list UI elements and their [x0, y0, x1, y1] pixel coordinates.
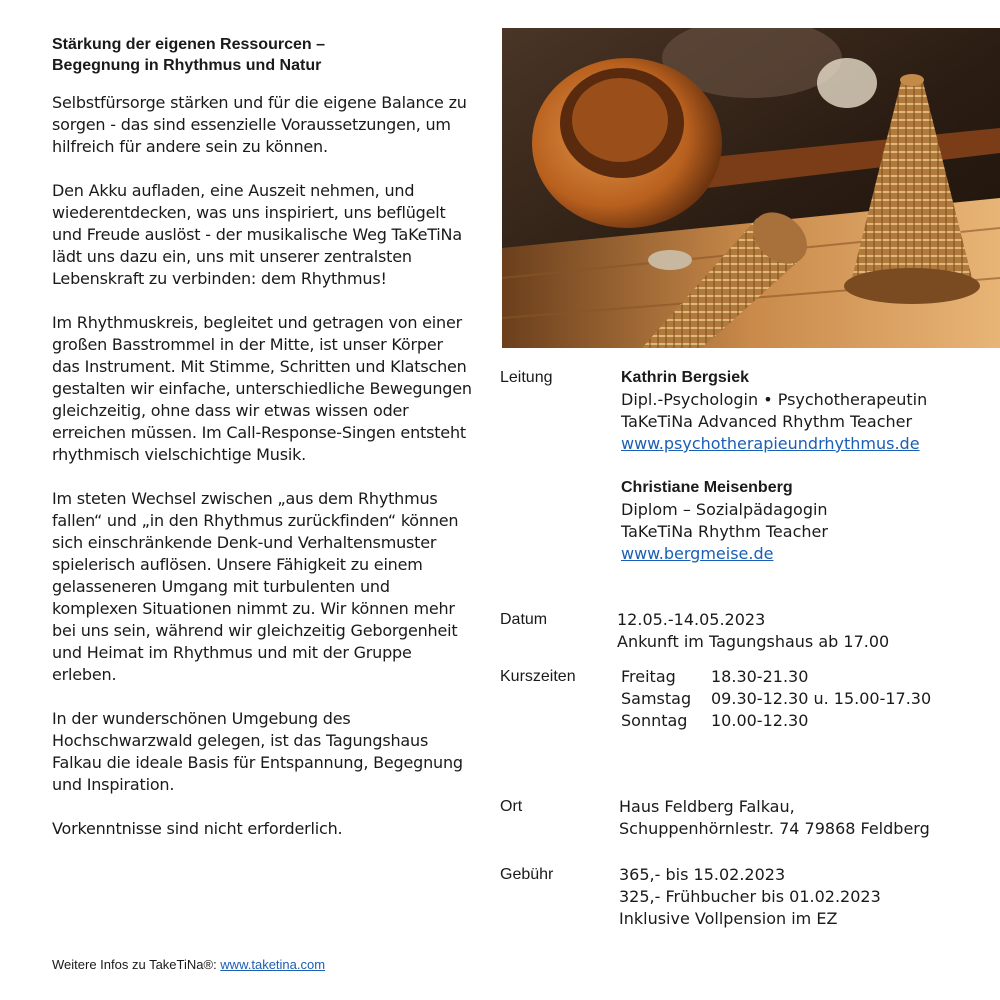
person-2-name: Christiane Meisenberg — [621, 479, 793, 496]
kurszeiten-schedule — [621, 666, 931, 732]
person-2-link[interactable]: www.bergmeise.de — [621, 544, 774, 563]
person-1-title: Dipl.-Psychologin • Psychotherapeutin — [621, 390, 928, 409]
leitung-person-2 — [621, 477, 828, 565]
paragraph-2: Den Akku aufladen, eine Auszeit nehmen, und wiederentdecken, was uns inspiriert, uns beflügelt und Freude auslöst - der musikalische Weg TaKeTiNa lädt uns dazu ein, uns mit unserer zentralsten Lebenskraft zu verbinden: dem Rhythmus! — [52, 181, 462, 288]
paragraph-6: Vorkenntnisse sind nicht erforderlich. — [52, 819, 343, 838]
paragraph-1: Selbstfürsorge stärken und für die eigene Balance zu sorgen - das sind essenzielle Voraussetzungen, um hilfreich für andere sein zu können. — [52, 93, 467, 156]
leitung-person-1 — [621, 367, 927, 455]
instruments-photo — [502, 28, 1000, 348]
person-2-role: TaKeTiNa Rhythm Teacher — [621, 522, 828, 541]
datum-label: Datum — [500, 611, 548, 628]
page-title: Stärkung der eigenen Ressourcen – Begegnung in Rhythmus und Natur — [52, 36, 325, 74]
schedule-row: Sonntag 10.00-12.30 — [621, 711, 809, 730]
ort-label: Ort — [500, 798, 523, 815]
schedule-row: Samstag 09.30-12.30 u. 15.00-17.30 — [621, 689, 932, 708]
gebuehr-label: Gebühr — [500, 866, 554, 883]
person-1-link[interactable]: www.psychotherapieundrhythmus.de — [621, 434, 920, 453]
paragraph-4: Im steten Wechsel zwischen „aus dem Rhythmus fallen“ und „in den Rhythmus zurückfinden“ können sich einschränkende Denk-und Verhaltensmuster spielerisch auflösen. Unsere Fähigkeit zu einem gelasseneren Umgang mit turbulenten und komplexen Situationen nimmt zu. Wir können mehr bei uns sein, während wir gleichzeitig Geborgenheit und Heimat im Rhythmus und mit der Gruppe erleben. — [52, 489, 459, 684]
intro-column — [52, 34, 472, 862]
person-1-name: Kathrin Bergsiek — [621, 369, 750, 386]
paragraph-5: In der wunderschönen Umgebung des Hochschwarzwald gelegen, ist das Tagungshaus Falkau die ideale Basis für Entspannung, Begegnung und Inspiration. — [52, 709, 463, 794]
kurszeiten-label: Kurszeiten — [500, 668, 576, 685]
person-1-role: TaKeTiNa Advanced Rhythm Teacher — [621, 412, 913, 431]
footer-info: Weitere Infos zu TakeTiNa®: www.taketina.com — [52, 957, 326, 972]
ort-value: Haus Feldberg Falkau, Schuppenhörnlestr. 74 79868 Feldberg — [619, 797, 930, 838]
gebuehr-value: 365,- bis 15.02.2023 325,- Frühbucher bis 01.02.2023 Inklusive Vollpension im EZ — [619, 865, 881, 928]
datum-value: 12.05.-14.05.2023 Ankunft im Tagungshaus ab 17.00 — [617, 610, 890, 651]
paragraph-3: Im Rhythmuskreis, begleitet und getragen von einer großen Basstrommel in der Mitte, ist unser Körper das Instrument. Mit Stimme, Schritten und Klatschen gestalten wir einfache, unterschiedliche Bewegungen gleichzeitig, ohne dass wir etwas wissen oder erreichen müssen. Im Call-Response-Singen entsteht rhythmisch vielschichtige Musik. — [52, 313, 472, 464]
rhythm-instruments-illustration — [502, 28, 1000, 348]
person-2-title: Diplom – Sozialpädagogin — [621, 500, 828, 519]
leitung-label: Leitung — [500, 369, 553, 386]
schedule-row: Freitag 18.30-21.30 — [621, 667, 809, 686]
taketina-link[interactable]: www.taketina.com — [220, 957, 326, 972]
